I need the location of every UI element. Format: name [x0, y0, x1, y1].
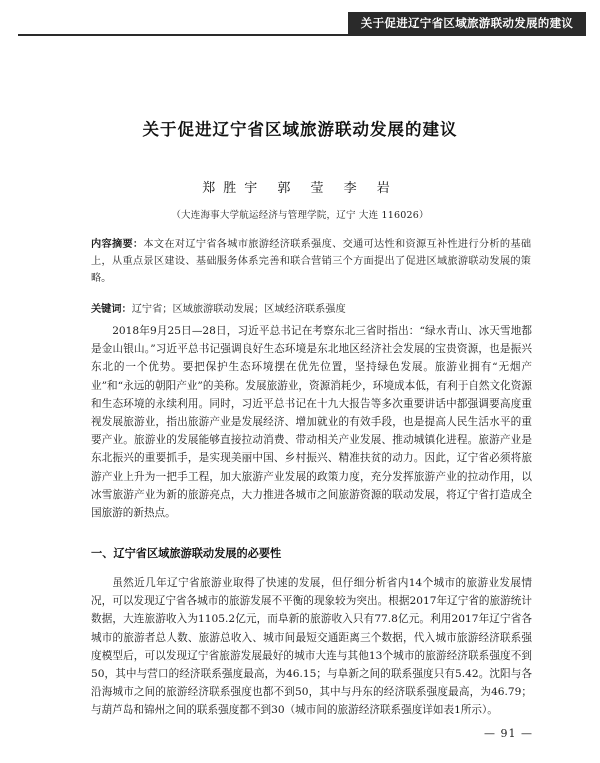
section-heading-1: 一、辽宁省区域旅游联动发展的必要性 — [91, 547, 282, 560]
abstract — [91, 236, 531, 287]
header-rule — [18, 34, 586, 36]
page-number: — 91 — — [484, 727, 533, 740]
body-paragraph-1: 2018年9月25日—28日，习近平总书记在考察东北三省时指出：“绿水青山、冰天雪地都是金山银山。”习近平总书记强调良好生态环境是东北地区经济社会发展的宝贵资源，也是振兴东北的一个优势。要把保护生态环境摆在优先位置，坚持绿色发展。旅游业拥有“无烟产业”和“永远的朝阳产业”的美称。发展旅游业，资源消耗少，环境成本低，有利于自然文化资源和生态环境的永续利用。同时，习近平总书记在十九大报告等多次重要讲话中都强调要高度重视发展旅游业，指出旅游产业是发展经济、增加就业的有效手段，也是提高人民生活水平的重要产业。旅游业的发展能够直接拉动消费、带动相关产业发展、推动城镇化进程。旅游产业是东北振兴的重要抓手，是实现美丽中国、乡村振兴、精准扶贫的动力。因此，辽宁省必须将旅游产业上升为一把手工程，加大旅游产业发展的政策力度，充分发挥旅游产业的拉动作用，以冰雪旅游产业为新的旅游亮点，大力推进各城市之间旅游资源的联动发展，将辽宁省打造成全国旅游的新热点。 — [91, 325, 532, 520]
running-header: 关于促进辽宁省区域旅游联动发展的建议 — [348, 12, 586, 34]
author-affiliation: （大连海事大学航运经济与管理学院，辽宁 大连 116026） — [171, 210, 429, 221]
keywords-label: 关键词： — [91, 303, 132, 315]
keywords-text: 辽宁省；区域旅游联动发展；区域经济联系强度 — [131, 304, 346, 315]
article-authors: 郑胜宇 郭 莹 李 岩 — [202, 181, 398, 196]
abstract-text: 本文在对辽宁省各城市旅游经济联系强度、交通可达性和资源互补性进行分析的基础上，从重点景区建设、基础服务体系完善和联合营销三个方面提出了促进区域旅游联动发展的策略。 — [91, 239, 532, 284]
keywords — [91, 301, 531, 318]
body-paragraph-2: 虽然近几年辽宁省旅游业取得了快速的发展，但仔细分析省内14个城市的旅游业发展情况，可以发现辽宁省各城市的旅游发展不平衡的现象较为突出。根据2017年辽宁省的旅游统计数据，大连旅游收入为1105.2亿元，而阜新的旅游收入只有77.8亿元。利用2017年辽宁省各城市的旅游者总人数、旅游总收入、城市间最短交通距离三个数据，代入城市旅游经济联系强度模型后，可以发现辽宁省旅游发展最好的城市大连与其他13个城市的旅游经济联系强度不到50，其中与营口的经济联系强度最高，为46.15；与阜新之间的联系强度只有5.42。沈阳与各沿海城市之间的旅游经济联系强度也都不到50，其中与丹东的经济联系强度最高，为46.79；与葫芦岛和锦州之间的联系强度都不到30（城市间的旅游经济联系强度详如表1所示）。 — [91, 577, 532, 717]
abstract-label: 内容摘要： — [91, 238, 144, 250]
article-title: 关于促进辽宁省区域旅游联动发展的建议 — [142, 120, 458, 139]
